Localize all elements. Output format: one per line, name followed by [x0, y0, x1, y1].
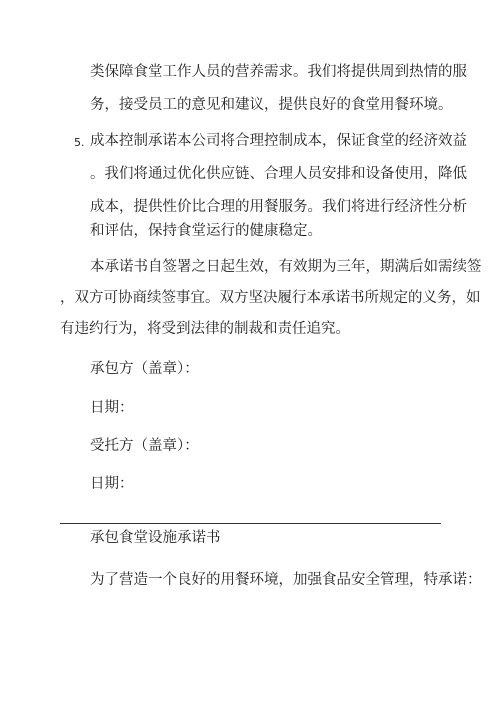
item4-line-2: 务，接受员工的意见和建议，提供良好的食堂用餐环境。	[90, 97, 453, 113]
item5-line-2: 。我们将通过优化供应链、合理人员安排和设备使用，降低	[90, 166, 467, 182]
next-doc-intro: 为了营造一个良好的用餐环境，加强食品安全管理，特承诺：	[90, 572, 482, 588]
closing-line-2: ，双方可协商续签事宜。双方坚决履行本承诺书所规定的义务，如	[60, 290, 481, 306]
date-label-1: 日期：	[90, 400, 134, 416]
contractor-seal-label: 承包方（盖章）：	[90, 361, 199, 377]
section-divider	[60, 523, 441, 524]
item5-line-4: 和评估，保持食堂运行的健康稳定。	[90, 223, 322, 239]
item4-line-1: 类保障食堂工作人员的营养需求。我们将提供周到热情的服	[90, 64, 467, 80]
date-label-2: 日期：	[90, 476, 134, 492]
item5-line-1: 成本控制承诺本公司将合理控制成本，保证食堂的经济效益	[90, 133, 467, 149]
closing-line-1: 本承诺书自签署之日起生效，有效期为三年，期满后如需续签	[90, 259, 482, 275]
entrusting-seal-label: 受托方（盖章）：	[90, 438, 199, 454]
item5-line-3: 成本，提供性价比合理的用餐服务。我们将进行经济性分析	[90, 199, 467, 215]
item5-number: 5.	[74, 136, 85, 149]
closing-line-3: 有违约行为，将受到法律的制裁和责任追究。	[60, 321, 350, 337]
next-doc-title: 承包食堂设施承诺书	[90, 530, 221, 546]
